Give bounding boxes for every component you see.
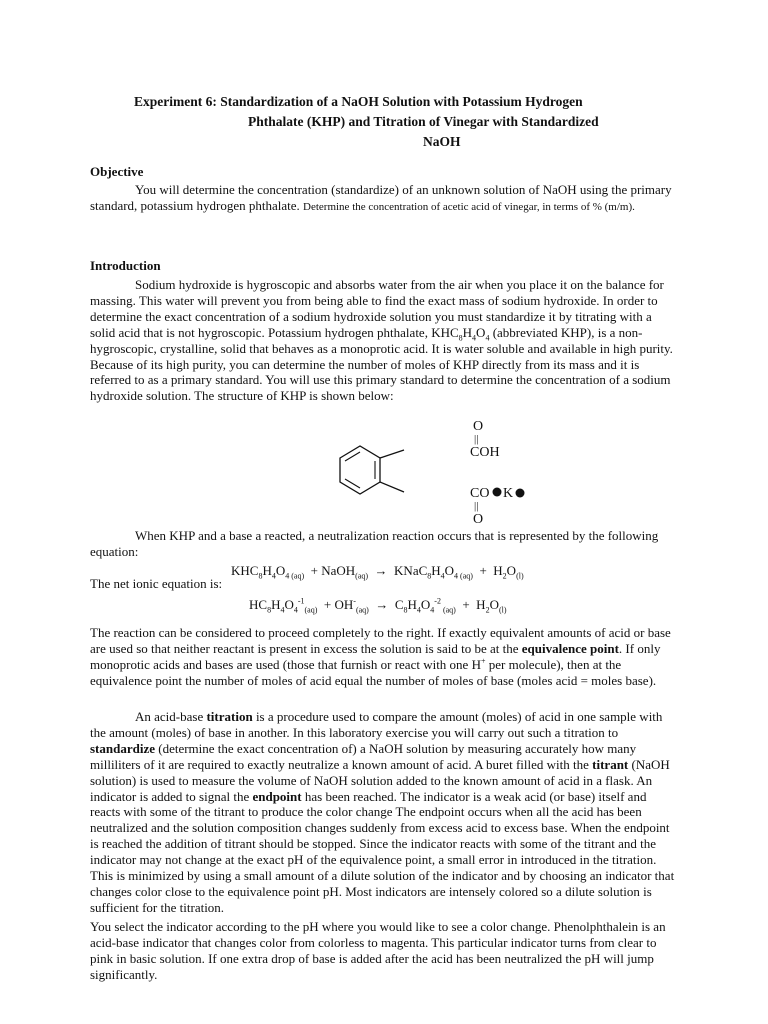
khp-structure-diagram [316,416,546,528]
indicator-paragraph: You select the indicator according to the pH where you would like to see a color change. Phenolphthalein is an acid-base indicator that changes color from colorless to magenta. This particular indicator turns from clear to pink in basic solution. If one extra drop of base is added after the acid has been neutralized the pH will jump significantly. [90,919,666,982]
equivalence-text-c: per molecule), then at the equivalence point the number of moles of acid equal the number of moles of base (moles acid = moles base). [90,656,657,688]
titration-text-c: is a procedure used to compare the amount (moles) of acid in one sample with the amount (moles) of base in another. In this laboratory exercise you will carry out such a titration to [90,709,663,740]
introduction-heading: Introduction [90,258,161,273]
net-ionic-label: The net ionic equation is: [90,576,223,591]
term-titration: titration [206,709,253,724]
equivalence-paragraph: The reaction can be considered to proceed completely to the right. If exactly equivalent amounts of acid or base are used so that neither reactant is present in excess the solution is said to be at the equivalence point. If only monoprotic acids and bases are used (those that furnish or react with one H+ per molecule), then at the equivalence point the number of moles of acid equal the number of moles of base (moles acid = moles base). [90,625,671,688]
struct-charge-dot-2 [516,489,525,498]
struct-double-bond-bottom: || [474,500,479,512]
titration-text-e: (determine the exact concentration of) a NaOH solution by measuring accurately how many milliliters of it are required to exactly neutralize a known amount of acid. A buret filled with the [90,740,637,772]
struct-charge-dot-1 [493,488,502,497]
titration-text-i: has been reached. The indicator is a weak acid (or base) itself and reacts with some of the titrant to produce the color change The endpoint occurs when all the acid has been neutralized and the solution composition changes suddenly from excess acid to excess base. When the endpoint is reached the addition of titrant should be stopped. Since the indicator reacts with some of the titrant and the indicator may not change at the exact pH of the equivalence point, a small error in introduced in the titration. This is minimized by using a small amount of a dilute solution of the indicator and by choosing an indicator that changes color close to the equivalence point pH. Most indicators are intensely colored so a dilute solution is sufficient for the titration. [90,788,675,915]
introduction-paragraph: Sodium hydroxide is hygroscopic and absorbs water from the air when you place it on the balance for massing. This water will prevent you from being able to find the exact mass of sodium hydroxide. In order to determine the exact concentration of a sodium hydroxide solution you must standardize it by titrating with a solid acid that is not hygroscopic. Potassium hydrogen phthalate, $KHC_8H_4O_4$ (abbreviated KHP), is a non-hygroscopic, crystalline, solid that behaves as a monoprotic acid. It is water soluble and available in high purity. Because of its high purity, you can determine the number of moles of KHP directly from its mass and it is referred to as a primary standard. You will use this primary standard to determine the concentration of a sodium hydroxide solution. The structure of KHP is shown below: [90,277,673,404]
title-line-1: Experiment 6: Standardization of a NaOH Solution with Potassium Hydrogen [134,94,583,109]
term-titrant: titrant [592,756,629,772]
title-line-3: NaOH [423,134,461,149]
equivalence-text-b: . If only monoprotic acids and bases are used (those that furnish or react with one H [90,640,661,672]
objective-text-small: Determine the concentration of acetic acid of vinegar, in terms of % (m/m). [303,200,635,213]
struct-coh: COH [470,445,500,460]
objective-text-main: You will determine the concentration (standardize) of an unknown solution of NaOH using the primary standard, potassium hydrogen phthalate. [90,182,672,213]
titration-text-a: An acid-base [135,709,204,724]
document-title [90,92,675,152]
struct-double-bond-top: || [474,433,479,445]
titration-text-g: (NaOH solution) is used to measure the volume of NaOH solution added to the known amount of acid in a flask. An indicator is added to signal the [90,756,670,804]
term-standardize: standardize [90,740,155,756]
struct-o-top: O [473,419,484,434]
intro-text-a: Sodium hydroxide is hygroscopic and absorbs water from the air when you place it on the balance for massing. This water will prevent you from being able to find the exact mass of sodium hydroxide. In order to determine the exact concentration of a sodium hydroxide solution you must standardize it by titrating with a solid acid that is not hygroscopic. Potassium hydrogen phthalate, KHC [90,277,664,340]
net-ionic-equation: $HC_8H_4O_4^{-1}_{(aq)} + OH^-_{(aq)} \to C_8H_4O_4^{-2}$ $_{(aq)} + H_2O_{(l)}$ [249,596,507,615]
intro-text-b: (abbreviated KHP), is a non-hygroscopic, crystalline, solid that behaves as a monoprotic acid. It is water soluble and available in high purity. Because of its high purity, you can determine the number of moles of KHP directly from its mass and it is referred to as a primary standard. You will use this primary standard to determine the concentration of a sodium hydroxide solution. The structure of KHP is shown below: [90,324,673,404]
title-line-2: Phthalate (KHP) and Titration of Vinegar with Standardized [248,114,599,129]
titration-paragraph [90,709,675,916]
struct-k: K [503,486,514,501]
reaction-intro: When KHP and a base a reacted, a neutralization reaction occurs that is represented by the following equation: [90,528,659,559]
reaction-equation: $KHC_8H_4O_{4 (aq)}$ + NaOH$_{(aq)}$ → $KNaC_8H_4O_{4 (aq)} + H_2O_{(l)}$ [231,563,524,581]
struct-coo: CO [470,486,490,501]
objective-paragraph [90,182,675,216]
term-endpoint: endpoint [252,788,302,804]
equivalence-text-a: The reaction can be considered to proceed completely to the right. If exactly equivalent amounts of acid or base are used so that neither reactant is present in excess the solution is said to be at the [90,625,671,656]
objective-heading: Objective [90,164,144,179]
struct-o-bottom: O [473,512,484,527]
term-equivalence-point: equivalence point [521,640,619,656]
